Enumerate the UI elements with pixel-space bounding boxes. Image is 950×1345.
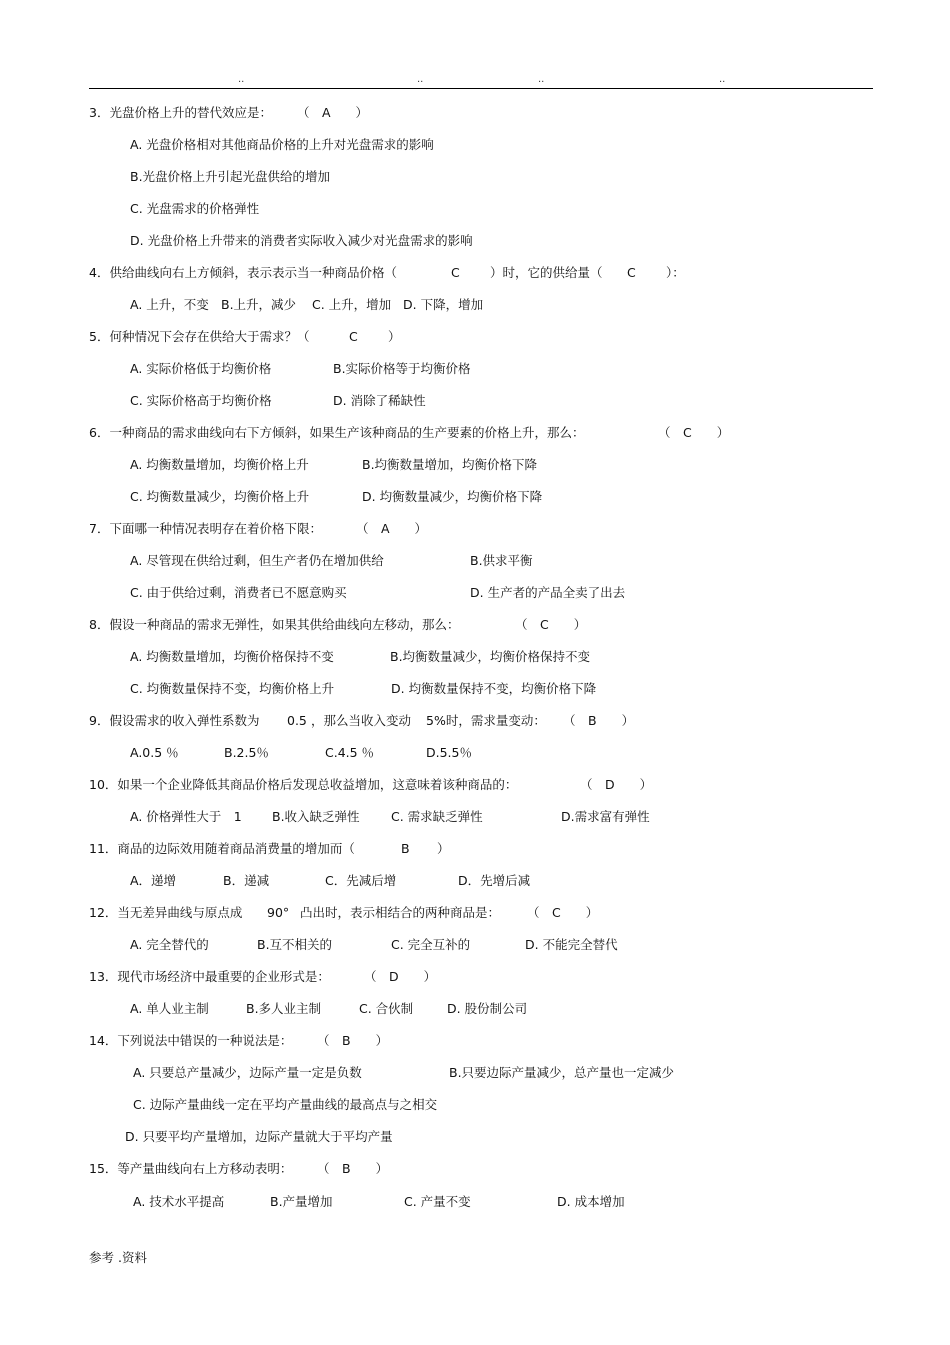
q5-option-d: D. 消除了稀缺性 bbox=[333, 393, 426, 408]
q13-option-d: D. 股份制公司 bbox=[447, 1001, 528, 1016]
q11-close: ） bbox=[437, 841, 450, 856]
q11-option-a: A．递增 bbox=[130, 873, 177, 888]
q9-answer: （ B ） bbox=[563, 713, 635, 728]
q5-stem: 5．何种情况下会存在供给大于需求？（ bbox=[89, 329, 310, 344]
q10-option-a: A. 价格弹性大于 1 bbox=[130, 809, 242, 824]
q7-stem: 7．下面哪一种情况表明存在着价格下限： bbox=[89, 521, 322, 536]
q9-option-b: B.2.5％ bbox=[224, 745, 269, 760]
q5-option-a: A. 实际价格低于均衡价格 bbox=[130, 361, 272, 376]
q13-answer: （ D ） bbox=[364, 969, 437, 984]
q13-option-a: A. 单人业主制 bbox=[130, 1001, 209, 1016]
q11-option-b: B．递减 bbox=[223, 873, 270, 888]
q10-answer: （ D ） bbox=[580, 777, 653, 792]
header-dots-1: .. bbox=[238, 74, 245, 85]
q14-option-a: A. 只要总产量减少，边际产量一定是负数 bbox=[133, 1065, 362, 1080]
q6-answer: （ C ） bbox=[658, 425, 730, 440]
q14-answer: （ B ） bbox=[317, 1033, 389, 1048]
q11-answer: B bbox=[401, 841, 410, 856]
q8-option-b: B.均衡数量减少，均衡价格保持不变 bbox=[390, 649, 591, 664]
q10-stem: 10．如果一个企业降低其商品价格后发现总收益增加，这意味着该种商品的： bbox=[89, 777, 518, 792]
q12-stem-b: 凸出时，表示相结合的两种商品是： bbox=[300, 905, 501, 920]
q8-stem: 8．假设一种商品的需求无弹性，如果其供给曲线向左移动，那么： bbox=[89, 617, 460, 632]
q7-option-d: D. 生产者的产品全卖了出去 bbox=[470, 585, 626, 600]
q7-option-c: C. 由于供给过剩，消费者已不愿意购买 bbox=[130, 585, 347, 600]
q13-option-b: B.多人业主制 bbox=[246, 1001, 322, 1016]
q6-stem: 6．一种商品的需求曲线向右下方倾斜，如果生产该种商品的生产要素的价格上升，那么： bbox=[89, 425, 585, 440]
q4-option-d: D. 下降，增加 bbox=[403, 297, 484, 312]
q6-option-a: A. 均衡数量增加，均衡价格上升 bbox=[130, 457, 309, 472]
q15-option-c: C. 产量不变 bbox=[404, 1194, 471, 1209]
q9-option-a: A.0.5 ％ bbox=[130, 745, 179, 760]
q4-option-b: B.上升，减少 bbox=[221, 297, 297, 312]
q3-stem: 3．光盘价格上升的替代效应是： bbox=[89, 105, 272, 120]
q13-option-c: C. 合伙制 bbox=[359, 1001, 414, 1016]
q14-stem: 14．下列说法中错误的一种说法是： bbox=[89, 1033, 293, 1048]
header-dots-4: .. bbox=[719, 74, 726, 85]
q12-option-b: B.互不相关的 bbox=[257, 937, 333, 952]
q15-option-a: A. 技术水平提高 bbox=[133, 1194, 225, 1209]
q3-option-d: D. 光盘价格上升带来的消费者实际收入减少对光盘需求的影响 bbox=[130, 233, 473, 248]
q6-option-b: B.均衡数量增加，均衡价格下降 bbox=[362, 457, 538, 472]
q8-option-d: D. 均衡数量保持不变，均衡价格下降 bbox=[391, 681, 597, 696]
q5-answer: C bbox=[349, 329, 358, 344]
q3-option-a: A. 光盘价格相对其他商品价格的上升对光盘需求的影响 bbox=[130, 137, 434, 152]
q5-option-b: B.实际价格等于均衡价格 bbox=[333, 361, 471, 376]
q12-stem-a: 12．当无差异曲线与原点成 bbox=[89, 905, 243, 920]
q4-stem-c: ）： bbox=[666, 265, 685, 280]
q13-stem: 13．现代市场经济中最重要的企业形式是： bbox=[89, 969, 330, 984]
q11-option-d: D．先增后减 bbox=[458, 873, 531, 888]
q5-close: ） bbox=[388, 329, 401, 344]
q7-option-b: B.供求平衡 bbox=[470, 553, 533, 568]
q8-answer: （ C ） bbox=[515, 617, 587, 632]
q10-option-d: D.需求富有弹性 bbox=[561, 809, 650, 824]
q14-option-d: D. 只要平均产量增加，边际产量就大于平均产量 bbox=[125, 1129, 393, 1144]
q7-answer: （ A ） bbox=[356, 521, 428, 536]
q10-option-b: B.收入缺乏弹性 bbox=[272, 809, 360, 824]
q12-option-c: C. 完全互补的 bbox=[391, 937, 471, 952]
q10-option-c: C. 需求缺乏弹性 bbox=[391, 809, 483, 824]
q7-option-a: A. 尽管现在供给过剩，但生产者仍在增加供给 bbox=[130, 553, 384, 568]
q5-option-c: C. 实际价格高于均衡价格 bbox=[130, 393, 272, 408]
q4-stem-a: 4．供给曲线向右上方倾斜，表示表示当一种商品价格（ bbox=[89, 265, 397, 280]
q4-answer-a: C bbox=[451, 265, 460, 280]
q9-option-c: C.4.5 ％ bbox=[325, 745, 375, 760]
q12-angle: 90° bbox=[267, 905, 290, 920]
q4-stem-b: ）时，它的供给量（ bbox=[490, 265, 603, 280]
q3-option-b: B.光盘价格上升引起光盘供给的增加 bbox=[130, 169, 331, 184]
q8-option-c: C. 均衡数量保持不变，均衡价格上升 bbox=[130, 681, 335, 696]
q15-answer: （ B ） bbox=[317, 1161, 389, 1176]
footer-text: 参考 .资料 bbox=[89, 1250, 147, 1265]
q11-option-c: C．先减后增 bbox=[325, 873, 397, 888]
q12-option-d: D. 不能完全替代 bbox=[525, 937, 618, 952]
q9-value-b: 5%时，需求量变动： bbox=[426, 713, 546, 728]
q11-stem: 11．商品的边际效用随着商品消费量的增加而（ bbox=[89, 841, 355, 856]
header-rule bbox=[89, 88, 873, 89]
q9-option-d: D.5.5％ bbox=[426, 745, 472, 760]
q15-option-b: B.产量增加 bbox=[270, 1194, 333, 1209]
q8-option-a: A. 均衡数量增加，均衡价格保持不变 bbox=[130, 649, 334, 664]
q12-option-a: A. 完全替代的 bbox=[130, 937, 209, 952]
q14-option-b: B.只要边际产量减少，总产量也一定减少 bbox=[449, 1065, 675, 1080]
q9-stem-a: 9．假设需求的收入弹性系数为 bbox=[89, 713, 260, 728]
q3-answer: （ A ） bbox=[297, 105, 369, 120]
q6-option-c: C. 均衡数量减少，均衡价格上升 bbox=[130, 489, 310, 504]
q3-option-c: C. 光盘需求的价格弹性 bbox=[130, 201, 260, 216]
header-dots-3: .. bbox=[538, 74, 545, 85]
q12-answer: （ C ） bbox=[527, 905, 599, 920]
header-dots-2: .. bbox=[417, 74, 424, 85]
q4-answer-b: C bbox=[627, 265, 636, 280]
q9-stem-b: ，那么当收入变动 bbox=[311, 713, 412, 728]
q4-option-a: A. 上升，不变 bbox=[130, 297, 209, 312]
q15-option-d: D. 成本增加 bbox=[557, 1194, 625, 1209]
q6-option-d: D. 均衡数量减少，均衡价格下降 bbox=[362, 489, 543, 504]
q14-option-c: C. 边际产量曲线一定在平均产量曲线的最高点与之相交 bbox=[133, 1097, 438, 1112]
q9-value-a: 0.5 bbox=[287, 713, 307, 728]
q15-stem: 15．等产量曲线向右上方移动表明： bbox=[89, 1161, 293, 1176]
q4-option-c: C. 上升，增加 bbox=[312, 297, 392, 312]
